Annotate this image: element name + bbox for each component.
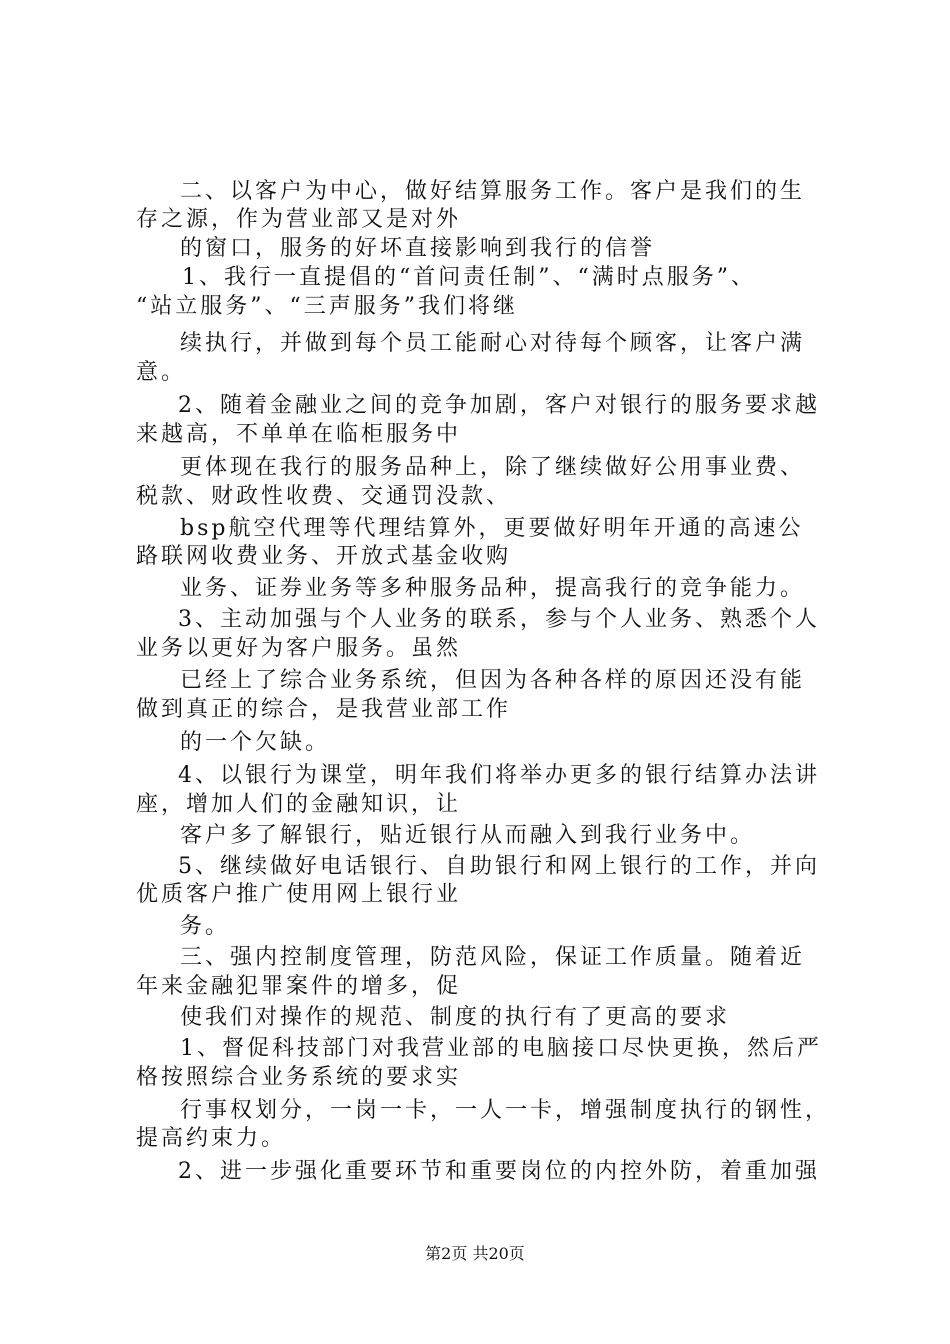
text-line: 路联网收费业务、开放式基金收购 [136,544,512,569]
text-line: 务。 [180,914,231,939]
text-line: 存之源，作为营业部又是对外 [136,207,462,232]
text-line: 业务、证券业务等多种服务品种，提高我行的竞争能力。 [180,576,806,601]
text-line: 的窗口，服务的好坏直接影响到我行的信誉 [180,236,656,261]
text-line: 提高约束力。 [136,1126,287,1151]
text-line: 续执行，并做到每个员工能耐心对待每个顾客，让客户满 [180,331,806,356]
text-line: 优质客户推广使用网上银行业 [136,882,462,907]
text-line: 1、我行一直提倡的“首问责任制”、“满时点服务”、 [182,265,756,290]
text-line: 做到真正的综合，是我营业部工作 [136,697,512,722]
text-line: 5、继续做好电话银行、自助银行和网上银行的工作，并向 [178,854,820,879]
page-number-footer: 第2页 共20页 [425,1244,525,1263]
text-line: 格按照综合业务系统的要求实 [136,1065,462,1090]
text-line: 行事权划分，一岗一卡，一人一卡，增强制度执行的钢性， [180,1098,831,1123]
text-line: 使我们对操作的规范、制度的执行有了更高的要求 [180,1005,731,1030]
text-line: 2、随着金融业之间的竞争加剧，客户对银行的服务要求越 [178,393,820,418]
text-line: 更体现在我行的服务品种上，除了继续做好公用事业费、 [180,455,806,480]
text-line: 3、主动加强与个人业务的联系，参与个人业务、熟悉个人 [178,607,820,632]
text-line: 税款、财政性收费、交通罚没款、 [136,484,512,509]
text-line: 2、进一步强化重要环节和重要岗位的内控外防，着重加强 [178,1159,820,1184]
text-line: 意。 [136,360,187,385]
text-line: 1、督促科技部门对我营业部的电脑接口尽快更换，然后严 [180,1036,822,1061]
text-line: “站立服务”、“三声服务”我们将继 [136,294,518,319]
text-line: 4、以银行为课堂，明年我们将举办更多的银行结算办法讲 [178,763,820,788]
text-line: 年来金融犯罪案件的增多，促 [136,974,462,999]
text-line: 的一个欠缺。 [180,730,331,755]
text-line: 座，增加人们的金融知识，让 [136,792,462,817]
text-line: bsp航空代理等代理结算外，更要做好明年开通的高速公 [180,516,804,541]
text-line: 客户多了解银行，贴近银行从而融入到我行业务中。 [180,823,756,848]
text-line: 来越高，不单单在临柜服务中 [136,422,462,447]
text-line: 业务以更好为客户服务。虽然 [136,636,462,661]
text-line: 三、强内控制度管理，防范风险，保证工作质量。随着近 [180,945,806,970]
text-line: 二、以客户为中心，做好结算服务工作。客户是我们的生 [180,179,806,204]
text-line: 已经上了综合业务系统，但因为各种各样的原因还没有能 [180,668,806,693]
